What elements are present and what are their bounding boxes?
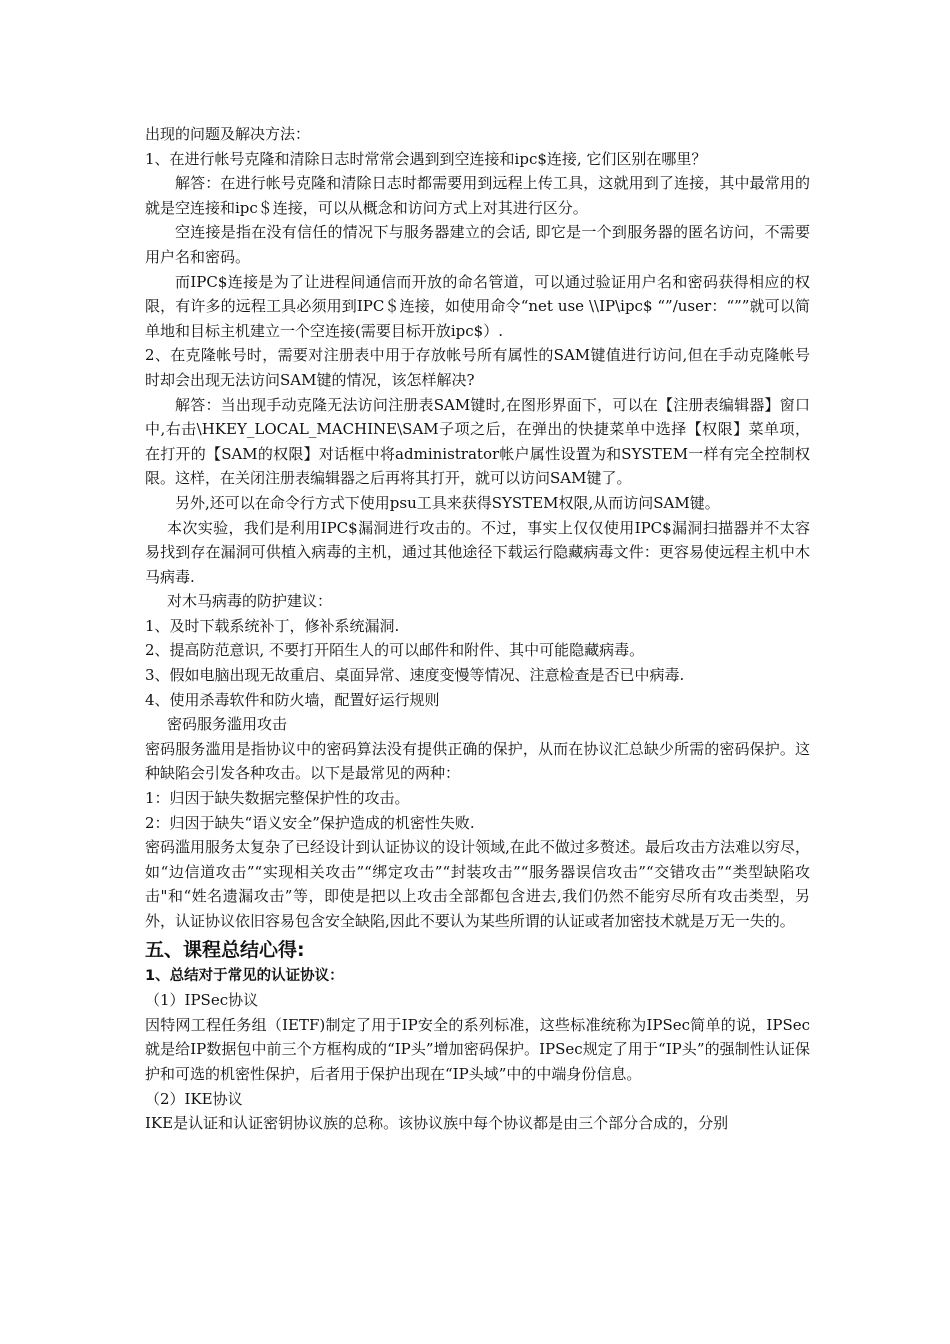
- document-page: [145, 122, 810, 1136]
- paragraph: 因特网工程任务组（IETF)制定了用于IP安全的系列标准，这些标准统称为IPSec简单的说，IPSec就是给IP数据包中前三个方框构成的“IP头”增加密码保护。IPSec规定了用于“IP头”的强制性认证保护和可选的机密性保护，后者用于保护出现在“IP头域”中的中端身份信息。: [145, 1015, 810, 1083]
- paragraph: 解答：当出现手动克隆无法访问注册表SAM键时,在图形界面下，可以在【注册表编辑器】窗口中,右击\HKEY_LOCAL_MACHINE\SAM子项之后，在弹出的快捷菜单中选择【权限】菜单项，在打开的【SAM的权限】对话框中将administrator帐户属性设置为和SYSTEM一样有完全控制权限。这样，在关闭注册表编辑器之后再将其打开，就可以访问SAM键了。: [145, 395, 810, 488]
- paragraph: 对木马病毒的防护建议：: [167, 592, 333, 611]
- paragraph: （1）IPSec协议: [145, 991, 259, 1010]
- subsection-heading: 1、总结对于常见的认证协议：: [145, 967, 344, 984]
- paragraph: 4、使用杀毒软件和防火墙，配置好运行规则: [145, 690, 440, 709]
- paragraph: 2、在克隆帐号时，需要对注册表中用于存放帐号所有属性的SAM键值进行访问,但在手动克隆帐号时却会出现无法访问SAM键的情况，该怎样解决?: [145, 346, 810, 389]
- paragraph: 密码服务滥用攻击: [167, 715, 288, 734]
- section-heading: 五、课程总结心得:: [145, 938, 305, 961]
- paragraph: 3、假如电脑出现无故重启、桌面异常、速度变慢等情况、注意检查是否已中病毒.: [145, 666, 685, 685]
- paragraph: 出现的问题及解决方法：: [145, 125, 311, 143]
- paragraph: 密码服务滥用是指协议中的密码算法没有提供正确的保护，从而在协议汇总缺少所需的密码保护。这种缺陷会引发各种攻击。以下是最常见的两种：: [145, 739, 810, 783]
- paragraph: 本次实验，我们是利用IPC$漏洞进行攻击的。不过，事实上仅仅使用IPC$漏洞扫描器并不太容易找到存在漏洞可供植入病毒的主机，通过其他途径下载运行隐藏病毒文件：更容易使远程主机中木马病毒.: [145, 518, 810, 586]
- paragraph: 1、及时下载系统补丁，修补系统漏洞.: [145, 616, 400, 635]
- paragraph: IKE是认证和认证密钥协议族的总称。该协议族中每个协议都是由三个部分合成的，分别: [145, 1114, 729, 1133]
- paragraph: 另外,还可以在命令行方式下使用psu工具来获得SYSTEM权限,从而访问SAM键。: [175, 493, 720, 512]
- paragraph: 2：归因于缺失“语义安全”保护造成的机密性失败.: [145, 813, 475, 832]
- paragraph: 空连接是指在没有信任的情况下与服务器建立的会话, 即它是一个到服务器的匿名访问，不需要用户名和密码。: [145, 223, 810, 266]
- paragraph: 而IPC$连接是为了让进程间通信而开放的命名管道，可以通过验证用户名和密码获得相应的权限，有许多的远程工具必须用到IPC＄连接，如使用命令“net use \\IP\ipc$ “”/user：“””就可以简单地和目标主机建立一个空连接(需要目标开放ipc$）.: [145, 272, 810, 340]
- paragraph: 1、在进行帐号克隆和清除日志时常常会遇到到空连接和ipc$连接, 它们区别在哪里？: [145, 149, 707, 168]
- paragraph: （2）IKE协议: [145, 1089, 243, 1108]
- paragraph: 2、提高防范意识, 不要打开陌生人的可以邮件和附件、其中可能隐藏病毒。: [145, 641, 645, 660]
- paragraph: 解答：在进行帐号克隆和清除日志时都需要用到远程上传工具，这就用到了连接，其中最常用的就是空连接和ipc＄连接，可以从概念和访问方式上对其进行区分。: [145, 174, 810, 217]
- paragraph: 1：归因于缺失数据完整保护性的攻击。: [145, 789, 410, 808]
- paragraph: 密码滥用服务太复杂了已经设计到认证协议的设计领域,在此不做过多赘述。最后攻击方法难以穷尽，如“边信道攻击”“实现相关攻击”“绑定攻击”“封装攻击”“服务器误信攻击”“交错攻击”“类型缺陷攻击"和“姓名遗漏攻击”等，即使是把以上攻击全部都包含进去,我们仍然不能穷尽所有攻击类型，另外，认证协议依旧容易包含安全缺陷,因此不要认为某些所谓的认证或者加密技术就是万无一失的。: [145, 838, 810, 930]
